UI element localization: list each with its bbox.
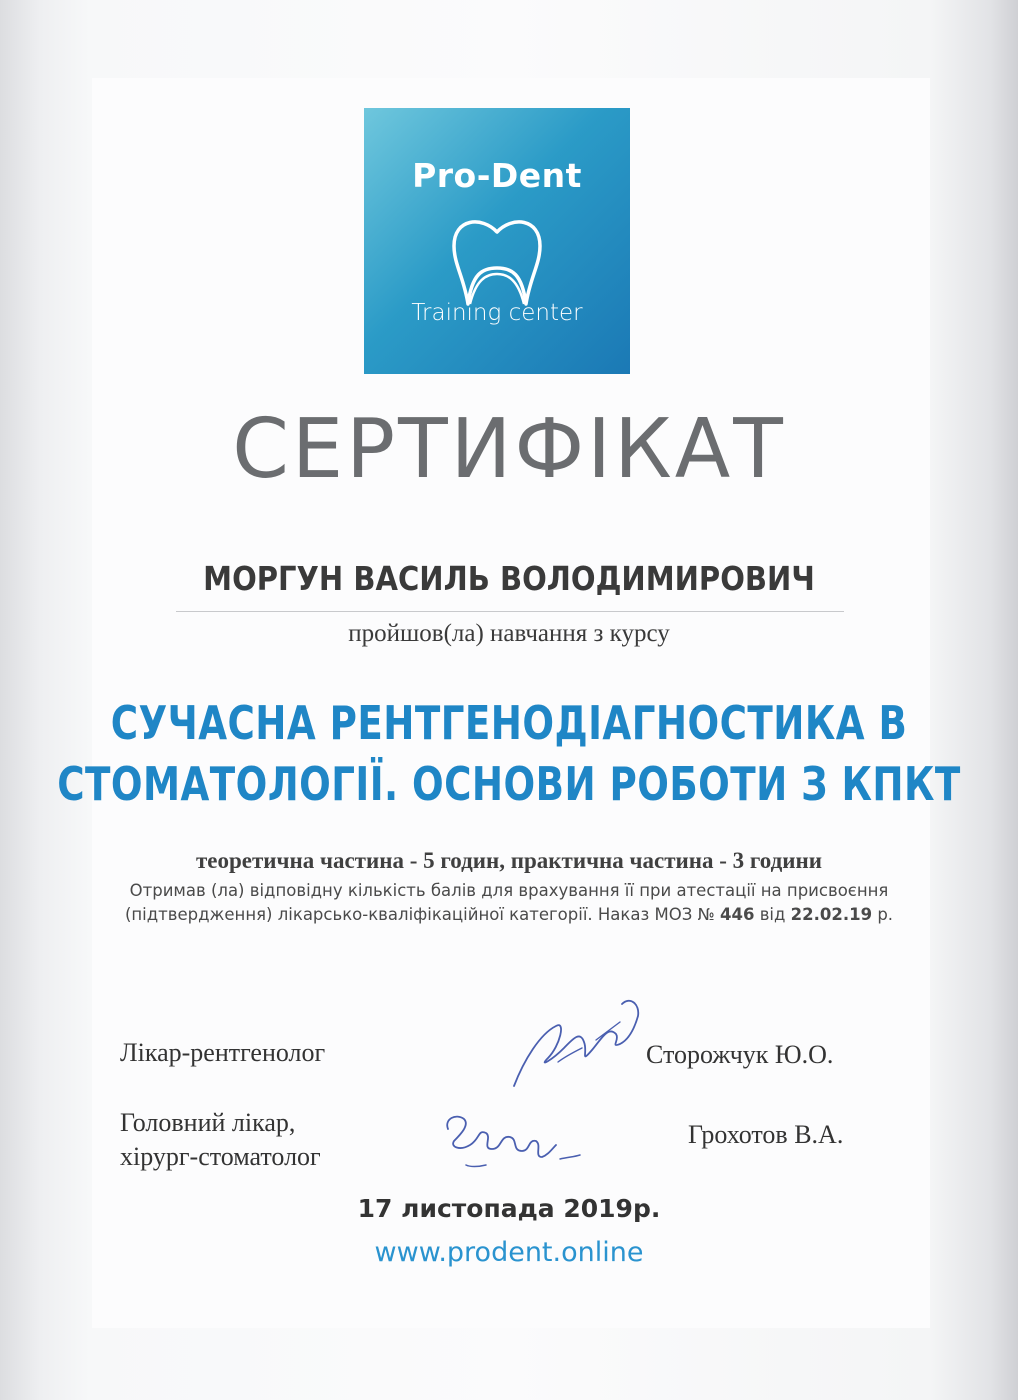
website-link[interactable]: www.prodent.online [374,1237,644,1268]
signatory-2-role [120,1106,321,1174]
signatory-2-role-line-2: хірург-стоматолог [120,1142,321,1171]
order-from: від [759,905,786,924]
prodent-logo [364,108,630,374]
course-title-line-1: СУЧАСНА РЕНТГЕНОДІАГНОСТИКА В [110,696,908,750]
name-divider [176,611,844,612]
logo-brand: Pro-Dent [412,156,582,195]
order-text: (підтвердження) лікарсько-кваліфікаційної категорії. Наказ МОЗ № [124,905,715,924]
signatory-1-role-line-1: Лікар-рентгенолог [120,1038,326,1067]
recipient-name: МОРГУН ВАСИЛЬ ВОЛОДИМИРОВИЧ [203,559,815,598]
order-number: 446 [719,905,755,924]
signatory-1-name: Сторожчук Ю.О. [646,1040,834,1069]
certificate-title: СЕРТИФІКАТ [232,402,786,497]
signatory-2-name: Грохотов В.А. [688,1120,844,1149]
course-hours: теоретична частина - 5 годин, практична частина - 3 години [195,848,823,873]
issue-date: 17 листопада 2019р. [357,1194,661,1223]
passed-course-text: пройшов(ла) навчання з курсу [348,620,670,647]
signatory-2-role-line-1: Головний лікар, [120,1108,296,1137]
attestation-note-line-2 [0,905,1018,924]
order-suffix: р. [877,905,894,924]
signature-1 [500,990,650,1100]
course-title-line-2: СТОМАТОЛОГІЇ. ОСНОВИ РОБОТИ З КПКТ [57,757,961,811]
logo-subtitle: Training center [411,300,583,326]
signature-2 [430,1105,590,1185]
attestation-note-line-1: Отримав (ла) відповідну кількість балів для врахування її при атестації на присвоєння [129,881,889,900]
signatory-1-role [120,1036,325,1070]
order-date: 22.02.19 [790,905,873,924]
